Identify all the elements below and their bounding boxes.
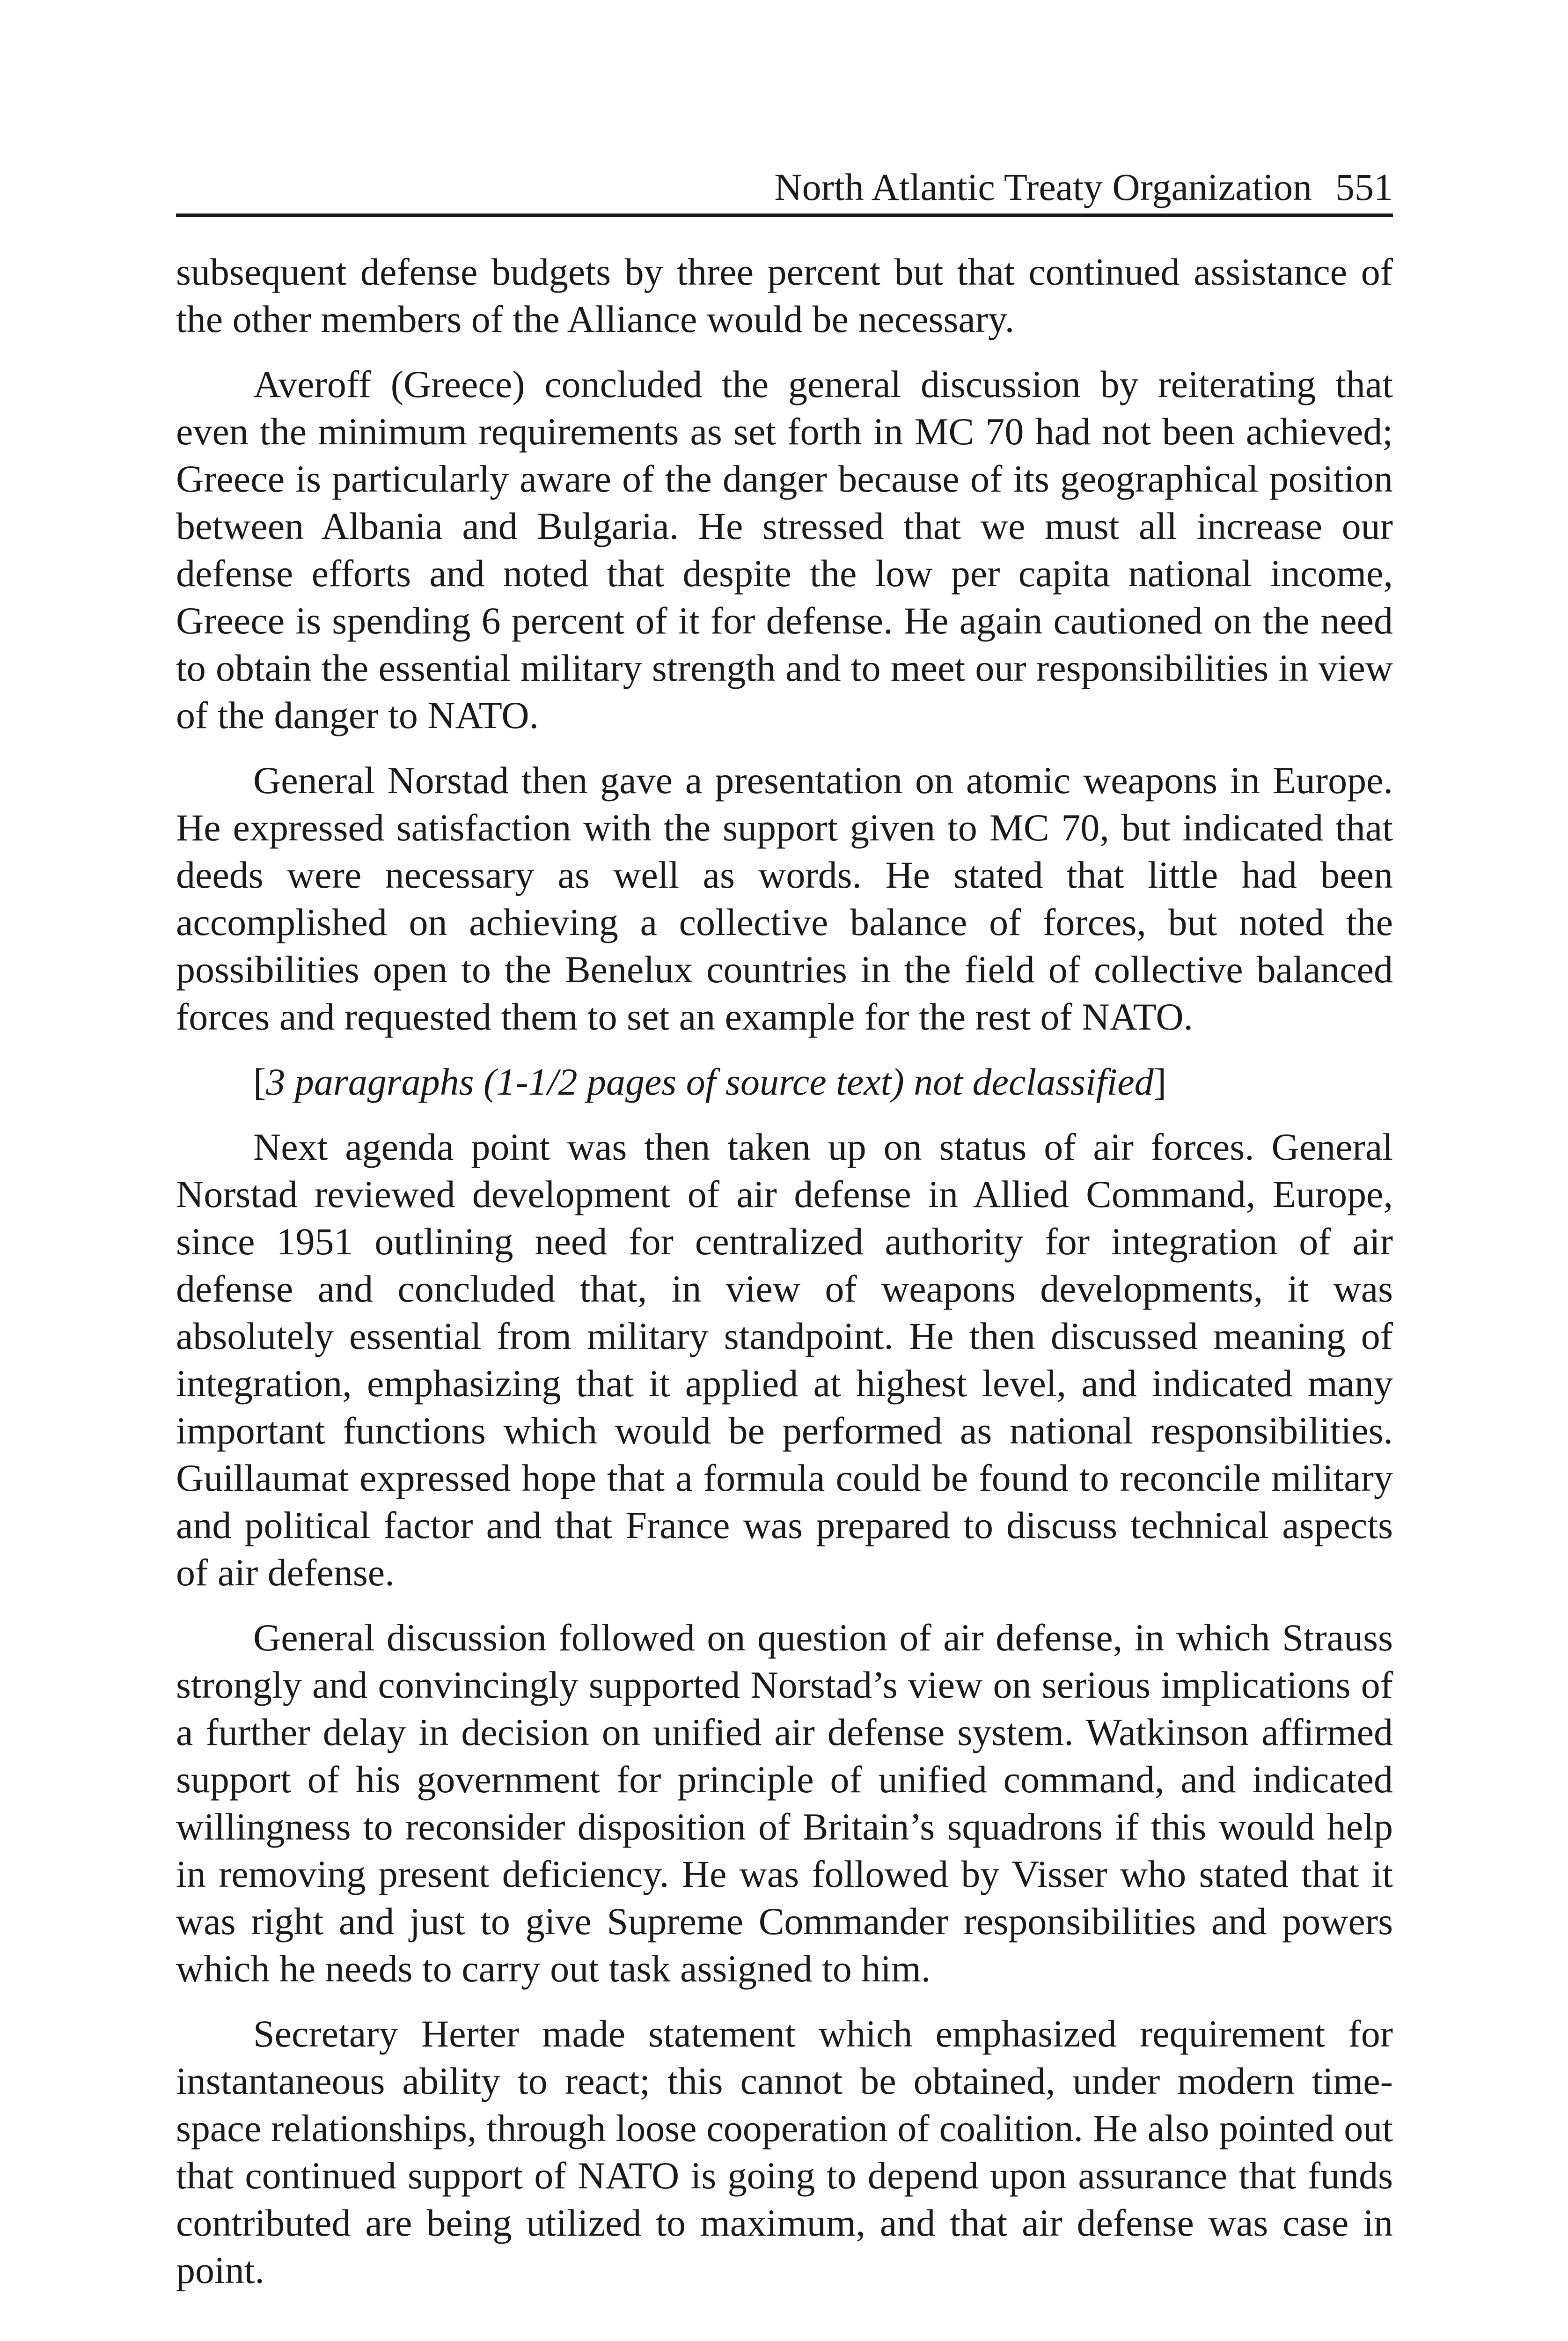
- paragraph-herter: Secretary Herter made statement which emphasized requirement for instantaneous ability to react; this cannot be obtained, under modern time-space relationships, through loose cooperation of coalition. He also pointed out that continued support of NATO is going to depend upon assurance that funds contributed are being utilized to maximum, and that air defense was case in point.: [176, 2012, 1393, 2291]
- paragraph-air-defense-discussion: General discussion followed on question of air defense, in which Strauss strongly and convincingly supported Norstad’s view on serious implications of a further delay in decision on unified air defense system. Watkinson affirmed support of his government for principle of unified command, and indicated willingness to reconsider disposition of Britain’s squadrons if this would help in removing present deficiency. He was followed by Visser who stated that it was right and just to give Supreme Commander responsibilities and powers which he needs to carry out task assigned to him.: [176, 1616, 1393, 1990]
- close-bracket: ]: [1153, 1060, 1166, 1103]
- running-header: [176, 165, 1393, 217]
- declassification-note-text: 3 paragraphs (1-1/2 pages of source text) not declassified: [266, 1060, 1154, 1103]
- paragraph-averoff: Averoff (Greece) concluded the general discussion by reiterating that even the minimum requirements as set forth in MC 70 had not been achieved; Greece is particularly aware of the danger because of its geographical position between Albania and Bulgaria. He stressed that we must all increase our defense efforts and noted that despite the low per capita national income, Greece is spending 6 percent of it for defense. He again cautioned on the need to obtain the essential military strength and to meet our responsibilities in view of the danger to NATO.: [176, 363, 1393, 736]
- paragraph-air-forces: Next agenda point was then taken up on status of air forces. General Norstad reviewed development of air defense in Allied Command, Europe, since 1951 outlining need for centralized authority for integration of air defense and concluded that, in view of weapons developments, it was absolutely essential from military standpoint. He then discussed meaning of integration, emphasizing that it applied at highest level, and indicated many important functions which would be performed as national responsibilities. Guillaumat expressed hope that a formula could be found to reconcile military and political factor and that France was prepared to discuss technical aspects of air defense.: [176, 1126, 1393, 1594]
- paragraph-norstad-atomic: General Norstad then gave a presentation on atomic weapons in Europe. He expressed satisfaction with the support given to MC 70, but indicated that deeds were necessary as well as words. He stated that little had been accomplished on achieving a collective balance of forces, but noted the possibilities open to the Benelux countries in the field of collective balanced forces and requested them to set an example for the rest of NATO.: [176, 759, 1393, 1038]
- declassification-note: [176, 1058, 1393, 1105]
- paragraph-continuation: subsequent defense budgets by three percent but that continued assistance of the other members of the Alliance would be necessary.: [176, 250, 1393, 340]
- page-number: 551: [1335, 166, 1393, 208]
- open-bracket: [: [253, 1060, 266, 1103]
- running-title: North Atlantic Treaty Organization: [774, 166, 1312, 208]
- page-body: [176, 248, 1393, 2294]
